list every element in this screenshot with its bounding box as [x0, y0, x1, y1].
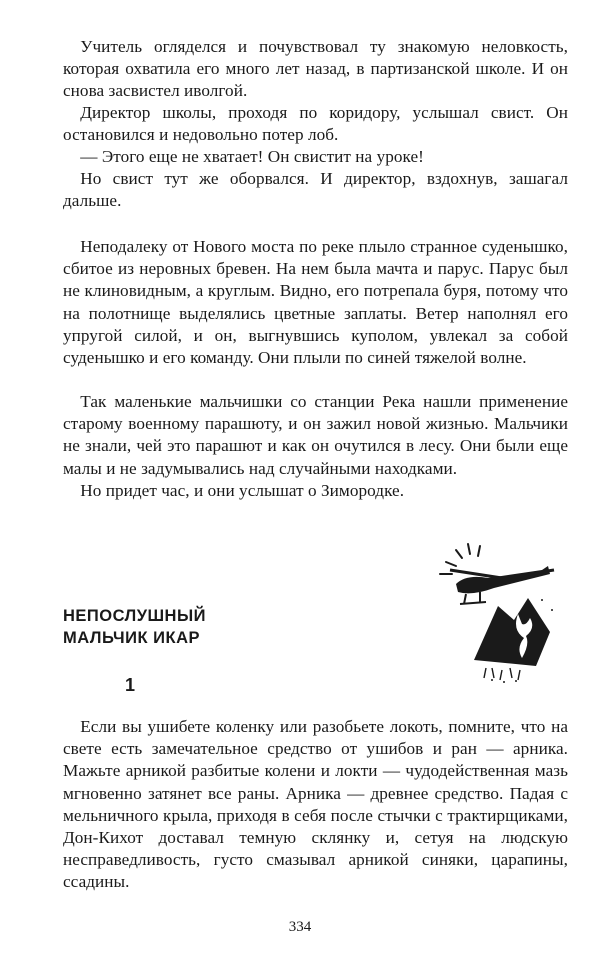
- paragraph-arnica: Если вы ушибете коленку или разобьете локоть, помните, что на свете есть замечательное средство от ушибов и ран — арника. Мажьте арникой разбитые колени и локти — чудодейственная мазь мгновенно затянет все раны. Арника — древнее средство. Падая с мельничного крыла, приходя в себя после стычки с трактирщиками, Дон-Кихот доставал темную склянку и, сетуя на людскую несправедливость, густо смазывал арникой синяки, царапины, ссадины.: [63, 717, 568, 892]
- paragraph-dialogue: — Этого еще не хватает! Он свистит на уроке!: [80, 147, 424, 166]
- paragraph-director: Директор школы, проходя по коридору, услышал свист. Он остановился и недовольно потер лоб.: [63, 103, 568, 145]
- chapter-heading: НЕПОСЛУШНЫЙ МАЛЬЧИК ИКАР: [63, 607, 206, 647]
- paragraph-kingfisher: Но придет час, и они услышат о Зимородке.: [80, 481, 405, 500]
- paragraph-teacher: Учитель огляделся и почувствовал ту знакомую неловкость, которая охватила его много лет назад, в партизанской школе. И он снова засвистел иволгой.: [63, 37, 568, 101]
- helicopter-over-mountain-icon: [432, 540, 567, 690]
- paragraph-parachute: Так маленькие мальчишки со станции Река нашли применение старому военному парашюту, и он зажил новой жизнью. Мальчики не знали, чей это парашют и как он очутился в лесу. Они были еще малы и не задумывались над случайными находками.: [63, 392, 568, 478]
- page-number: 334: [288, 919, 312, 935]
- paragraph-whistle-ended: Но свист тут же оборвался. И директор, вздохнув, зашагал дальше.: [63, 169, 568, 211]
- paragraph-raft: Неподалеку от Нового моста по реке плыло странное суденышко, сбитое из неровных бревен. На нем была мачта и парус. Парус был не клиновидным, а круглым. Видно, его потрепала буря, потому что на полотнище выделялись цветные заплаты. Ветер наполнял его упругой силой, и он, выгнувшись куполом, увлекал за собой суденышко и его команду. Они плыли по синей тяжелой волне.: [63, 237, 568, 368]
- chapter-number: 1: [125, 675, 136, 695]
